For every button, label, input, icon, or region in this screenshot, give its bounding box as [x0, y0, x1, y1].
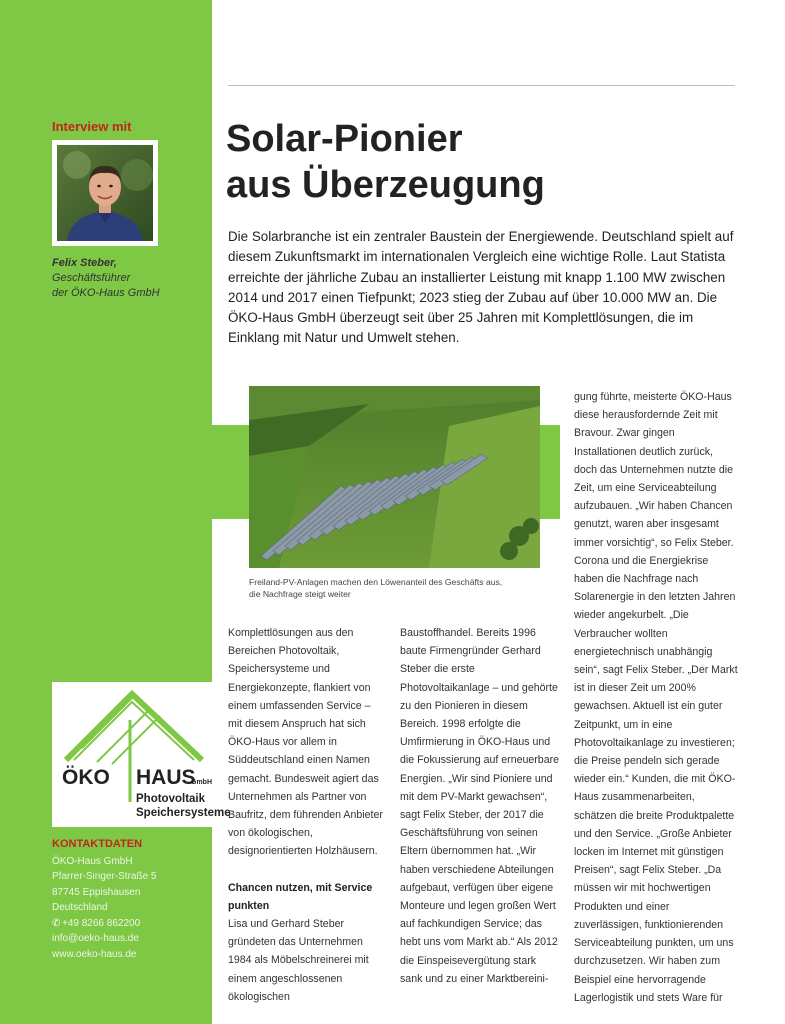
title-line2: aus Überzeugung	[226, 164, 545, 206]
person-role-line2: der ÖKO-Haus GmbH	[52, 287, 160, 299]
col2-paragraph-1: Baustoffhandel. Bereits 1996 baute Firmengründer Gerhard Steber die erste Photovoltaikanlage – und gehörte zu den Pionieren in diesem Bereich. 1998 erfolgte die Umfirmierung in ÖKO-Haus und die Fokussierung auf erneuerbare Energien. „Wir sind Pioniere und mit dem PV-Markt gewachsen“, sagt Felix Steber, der 2017 die Geschäftsführung von seinen Eltern übernommen hat. „Wir haben verschiedene Abteilungen aufgebaut, verfügen über eigene Monteure und legen großen Wert auf fachkundigen Service; das hebt uns vom Markt ab.“ Als 2012 die Einspeisevergütung stark sank und zu einer Marktbereini-	[400, 627, 560, 985]
photo-caption-line1: Freiland-PV-Anlagen machen den Löwenanteil des Geschäfts aus,	[249, 577, 503, 587]
contact-company: ÖKO-Haus GmbH	[52, 855, 133, 867]
contact-phone-row	[52, 916, 207, 932]
portrait-image	[57, 145, 153, 241]
text-column-1	[228, 624, 386, 1006]
contact-street: Pfarrer-Singer-Straße 5	[52, 871, 157, 882]
contact-web[interactable]: www.oeko-haus.de	[52, 948, 137, 960]
contact-city: 87745 Eppishausen	[52, 886, 141, 898]
solar-field-photo	[249, 386, 540, 568]
col1-paragraph-1: Komplettlösungen aus den Bereichen Photovoltaik, Speichersysteme und Energiekonzepte, flankiert von einem umfassenden Service – mit diesem Anspruch hat sich ÖKO-Haus vor allem in Süddeutschland einen Namen gemacht. Bundesweit agiert das Unternehmen als Partner von Baufritz, dem führenden Anbieter von ökologischen, designorientierten Holzhäusern.	[228, 627, 383, 858]
contact-block	[52, 837, 207, 962]
article-title	[226, 116, 726, 208]
text-column-2	[400, 624, 560, 988]
logo-suffix: GmbH	[191, 779, 212, 786]
logo-word1: ÖKO	[62, 766, 110, 789]
photo-caption-line2: die Nachfrage steigt weiter	[249, 589, 351, 599]
person-caption	[52, 256, 202, 301]
col3-paragraph-1: gung führte, meisterte ÖKO-Haus diese herausfordernde Zeit mit Bravour. Zwar gingen Installationen deutlich zurück, doch das Unternehmen nutzte die Zeit, um eine Serviceabteilung aufzubauen. „Wir haben Chancen genutzt, waren aber insgesamt immer vorsichtig“, so Felix Steber. Corona und die Energiekrise haben die Nachfrage nach Solarenergie in den letzten Jahren wieder angekurbelt. „Die Verbraucher wollten energietechnisch unabhängig sein“, sagt Felix Steber. „Der Markt ist in dieser Zeit um 200% gewachsen. Aktuell ist ein guter Zeitpunkt, um in eine Photovoltaikanlage zu investieren; die Preise pendeln sich gerade wieder ein.“ Kunden, die mit ÖKO-Haus zusammenarbeiten, schätzen die breite Produktpalette und den Service. „Große Anbieter locken im Internet mit günstigen Preisen“, sagt Felix Steber. „Da müssen wir mit hochwertigen Produkten und einer zuverlässigen, funktionierenden Serviceabteilung punkten, um uns durchzusetzen. Wir haben zum Beispiel eine hervorragende Lagerlogistik und stets Ware für	[574, 391, 738, 1004]
portrait-photo	[52, 140, 158, 246]
photo-caption	[249, 576, 549, 600]
solar-field-image	[249, 386, 540, 568]
company-logo	[52, 682, 231, 827]
col1-paragraph-2: Lisa und Gerhard Steber gründeten das Unternehmen 1984 als Möbelschreinerei mit einem angeschlossenen ökologischen	[228, 918, 369, 1003]
contact-title: KONTAKTDATEN	[52, 838, 143, 850]
logo-graphic	[52, 682, 231, 827]
person-name: Felix Steber,	[52, 257, 117, 269]
person-role-line1: Geschäftsführer	[52, 272, 131, 284]
logo-line1: Photovoltaik	[136, 793, 206, 805]
col1-subheading: Chancen nutzen, mit Service punkten	[228, 881, 373, 912]
contact-country: Deutschland	[52, 902, 108, 913]
logo-line2: Speichersysteme	[136, 807, 231, 819]
top-divider	[228, 85, 735, 86]
article-lead: Die Solarbranche ist ein zentraler Baustein der Energiewende. Deutschland spielt auf diesem Zukunftsmarkt im internationalen Vergleich eine wichtige Rolle. Laut Statista erreichte der jährliche Zubau an installierter Leistung mit knapp 1.100 MW zwischen 2014 und 2017 einen Tiefpunkt; 2023 stieg der Zubau auf über 10.000 MW an. Die ÖKO-Haus GmbH überzeugt seit über 25 Jahren mit Komplettlösungen, die im Einklang mit Natur und Umwelt stehen.	[228, 229, 734, 346]
title-line1: Solar-Pionier	[226, 118, 463, 160]
logo-word2: HAUS	[136, 766, 196, 789]
phone-icon: ✆	[52, 917, 61, 929]
contact-phone[interactable]: +49 8266 862200	[62, 917, 141, 929]
text-column-3	[574, 388, 738, 1007]
interview-label: Interview mit	[52, 119, 132, 134]
contact-email[interactable]: info@oeko-haus.de	[52, 933, 139, 944]
